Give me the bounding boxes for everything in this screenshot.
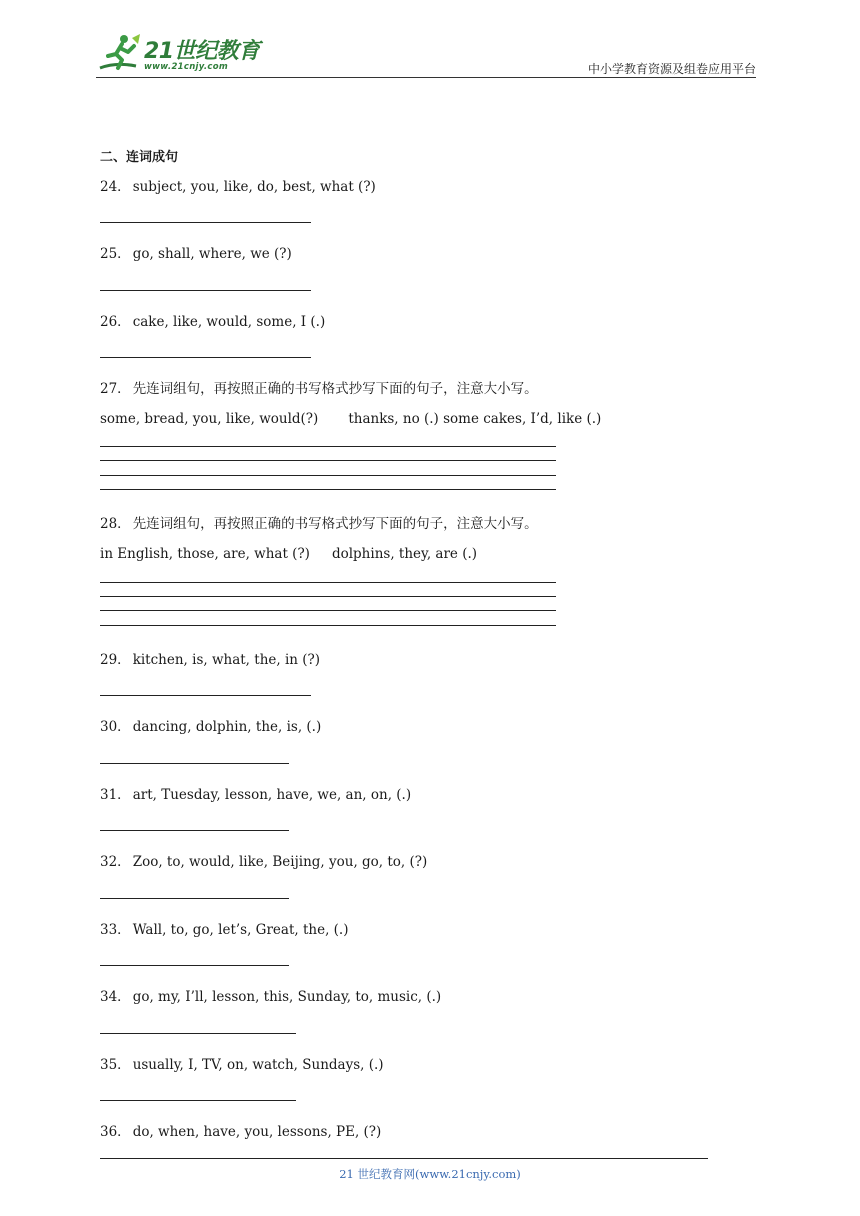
header-divider <box>96 77 756 78</box>
question-text: kitchen, is, what, the, in (?) <box>132 652 321 668</box>
writing-line[interactable] <box>100 625 556 626</box>
site-logo[interactable] <box>96 30 266 76</box>
question-text: do, when, have, you, lessons, PE, (?) <box>132 1124 382 1140</box>
question-26 <box>100 310 325 330</box>
question-number: 30． <box>100 719 131 735</box>
question-number: 29． <box>100 652 131 668</box>
question-30 <box>100 715 321 735</box>
word-group: in English, those, are, what (?) <box>100 546 310 562</box>
question-number: 28． <box>100 516 131 532</box>
question-number: 33． <box>100 922 131 938</box>
answer-line[interactable] <box>100 222 311 223</box>
question-text: usually, I, TV, on, watch, Sundays, (.) <box>132 1057 384 1073</box>
question-25 <box>100 242 292 262</box>
runner-logo-icon <box>96 32 142 74</box>
writing-line[interactable] <box>100 460 556 461</box>
writing-line[interactable] <box>100 489 556 490</box>
word-group: dolphins, they, are (.) <box>331 546 478 562</box>
question-number: 32． <box>100 854 131 870</box>
question-28-words <box>100 546 477 562</box>
question-number: 35． <box>100 1057 131 1073</box>
question-text: go, shall, where, we (?) <box>132 246 292 262</box>
answer-line[interactable] <box>100 763 289 764</box>
question-instruction: 先连词组句，再按照正确的书写格式抄写下面的句子，注意大小写。 <box>132 516 538 532</box>
question-36 <box>100 1120 381 1140</box>
question-number: 26． <box>100 314 131 330</box>
question-35 <box>100 1053 384 1073</box>
word-group: some, bread, you, like, would(?) <box>100 411 319 427</box>
footer-divider <box>100 1158 708 1159</box>
question-33 <box>100 918 348 938</box>
writing-line[interactable] <box>100 596 556 597</box>
logo-url: www.21cnjy.com <box>144 62 228 72</box>
question-text: Wall, to, go, let’s, Great, the, (.) <box>132 922 349 938</box>
writing-line[interactable] <box>100 475 556 476</box>
question-text: Zoo, to, would, like, Beijing, you, go, to, (?) <box>132 854 428 870</box>
answer-line[interactable] <box>100 695 311 696</box>
question-number: 24． <box>100 179 131 195</box>
logo-text: 21世纪教育 <box>144 39 260 64</box>
question-27-words <box>100 411 601 427</box>
question-number: 27． <box>100 381 131 397</box>
answer-line[interactable] <box>100 290 311 291</box>
question-34 <box>100 985 441 1005</box>
question-instruction: 先连词组句，再按照正确的书写格式抄写下面的句子，注意大小写。 <box>132 381 538 397</box>
question-27 <box>100 377 538 397</box>
page-header <box>96 30 756 78</box>
writing-line[interactable] <box>100 610 556 611</box>
word-group: thanks, no (.) some cakes, I’d, like (.) <box>348 411 602 427</box>
header-platform-name: 中小学教育资源及组卷应用平台 <box>587 62 756 76</box>
question-text: art, Tuesday, lesson, have, we, an, on, (.) <box>132 787 412 803</box>
question-number: 34． <box>100 989 131 1005</box>
question-text: go, my, I’ll, lesson, this, Sunday, to, music, (.) <box>132 989 442 1005</box>
section-title: 二、连词成句 <box>100 150 179 165</box>
answer-line[interactable] <box>100 898 289 899</box>
question-number: 25． <box>100 246 131 262</box>
answer-line[interactable] <box>100 1033 296 1034</box>
writing-line[interactable] <box>100 446 556 447</box>
question-32 <box>100 850 427 870</box>
question-number: 31． <box>100 787 131 803</box>
question-24 <box>100 175 376 195</box>
answer-line[interactable] <box>100 1100 296 1101</box>
question-text: subject, you, like, do, best, what (?) <box>132 179 376 195</box>
question-31 <box>100 783 411 803</box>
question-text: dancing, dolphin, the, is, (.) <box>132 719 322 735</box>
question-text: cake, like, would, some, I (.) <box>132 314 326 330</box>
footer-link[interactable]: 21 世纪教育网(www.21cnjy.com) <box>339 1167 521 1181</box>
question-29 <box>100 648 320 668</box>
writing-line[interactable] <box>100 582 556 583</box>
answer-line[interactable] <box>100 357 311 358</box>
answer-line[interactable] <box>100 830 289 831</box>
answer-line[interactable] <box>100 965 289 966</box>
question-number: 36． <box>100 1124 131 1140</box>
question-28 <box>100 512 538 532</box>
